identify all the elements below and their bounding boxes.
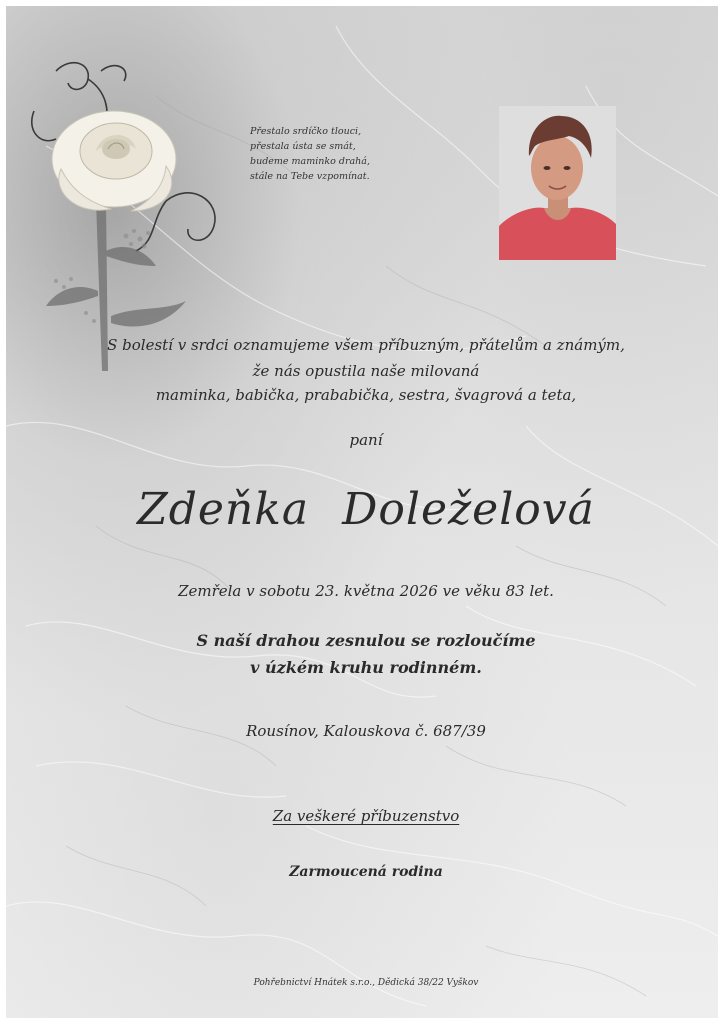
farewell-line: S naší drahou zesnulou se rozloučíme [196, 631, 536, 650]
marble-background [6, 6, 718, 1018]
poem-line: Přestalo srdíčko tlouci, [250, 126, 362, 137]
announcement-line: maminka, babička, prababička, sestra, švagrová a teta, [155, 386, 577, 404]
memorial-poem [250, 124, 420, 184]
deceased-name: Zdeňka Doleželová [137, 484, 595, 535]
honorific-title: paní [349, 431, 383, 449]
poem-line: přestala ústa se smát, [250, 141, 356, 152]
poem-line: stále na Tebe vzpomínat. [250, 171, 370, 182]
portrait-image [499, 106, 616, 260]
portrait-photo [499, 106, 616, 260]
announcement-line: že nás opustila naše milovaná [252, 362, 480, 380]
signed-by: Zarmoucená rodina [289, 864, 443, 880]
funeral-service-footer: Pohřebnictví Hnátek s.r.o., Dědická 38/22 Vyškov [253, 978, 479, 988]
death-notice: Zemřela v sobotu 23. května 2026 ve věku 83 let. [178, 582, 554, 600]
announcement-line: S bolestí v srdci oznamujeme všem příbuzným, přátelům a známým, [107, 336, 625, 354]
poem-line: budeme maminko drahá, [250, 156, 370, 167]
address: Rousínov, Kalouskova č. 687/39 [246, 722, 486, 740]
rose-decoration [16, 51, 236, 371]
farewell-line: v úzkém kruhu rodinném. [250, 658, 482, 677]
relatives-label: Za veškeré příbuzenstvo [272, 807, 460, 825]
